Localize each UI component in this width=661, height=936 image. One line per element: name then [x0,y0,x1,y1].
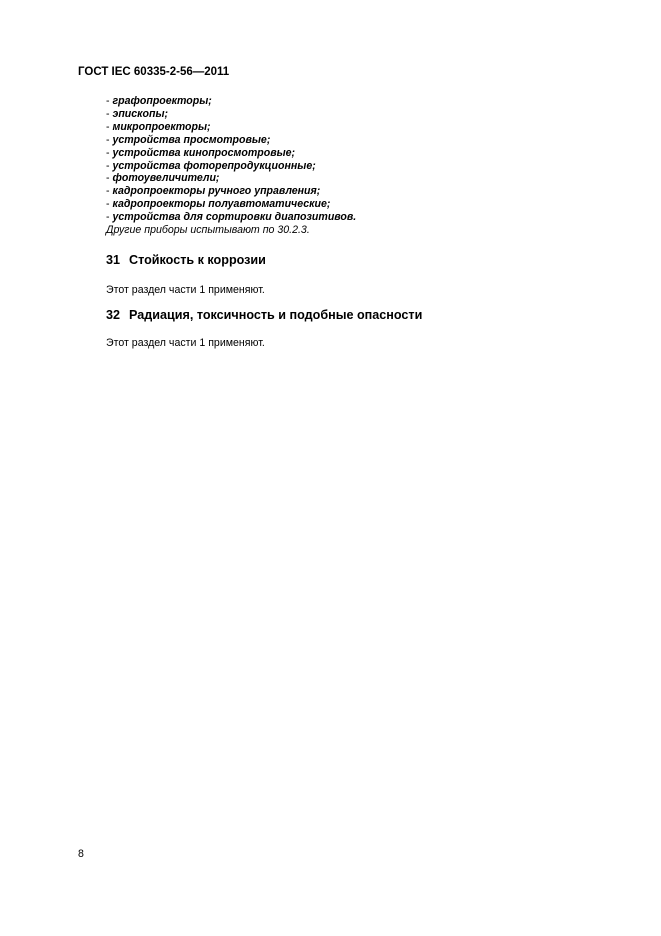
section-body-31: Этот раздел части 1 применяют. [106,284,265,296]
list-dash: - [106,211,113,224]
list-dash: - [106,146,113,159]
list-item [106,160,356,173]
page-number: 8 [78,848,84,860]
list-item-text: устройства для сортировки диапозитивов. [112,211,357,224]
list-item [106,121,356,134]
section-number: 31 [106,253,121,267]
list-item [106,95,356,108]
list-item-text: графопроекторы; [112,95,212,107]
section-number: 32 [106,308,121,322]
section-title: Стойкость к коррозии [129,253,266,267]
list-dash: - [106,133,113,146]
list-dash: - [106,172,113,185]
section-heading-31 [106,253,266,267]
device-list [106,95,356,237]
section-body-32: Этот раздел части 1 применяют. [106,337,265,349]
list-note-text: Другие приборы испытывают по 30.2.3. [106,224,310,237]
list-item [106,198,356,211]
list-dash: - [106,107,113,120]
list-item [106,172,356,185]
list-item-text: микропроекторы; [112,120,211,133]
list-item-text: устройства просмотровые; [112,133,271,146]
list-dash: - [106,120,113,133]
list-item-text: кадропроекторы полуавтоматические; [112,198,331,211]
list-item [106,147,356,160]
section-heading-32 [106,308,422,322]
list-item [106,211,356,224]
list-item [106,185,356,198]
list-item-text: фотоувеличители; [112,172,220,185]
list-note [106,224,356,237]
list-item-text: кадропроекторы ручного управления; [112,185,321,198]
list-dash: - [106,95,113,107]
list-item [106,108,356,121]
list-item [106,134,356,147]
section-title: Радиация, токсичность и подобные опасности [129,308,423,322]
list-item-text: устройства фоторепродукционные; [112,159,316,172]
list-item-text: эпископы; [112,107,169,120]
list-dash: - [106,198,113,211]
list-dash: - [106,159,113,172]
list-item-text: устройства кинопросмотровые; [112,146,296,159]
document-header: ГОСТ IEC 60335-2-56—2011 [78,66,230,78]
list-dash: - [106,185,113,198]
